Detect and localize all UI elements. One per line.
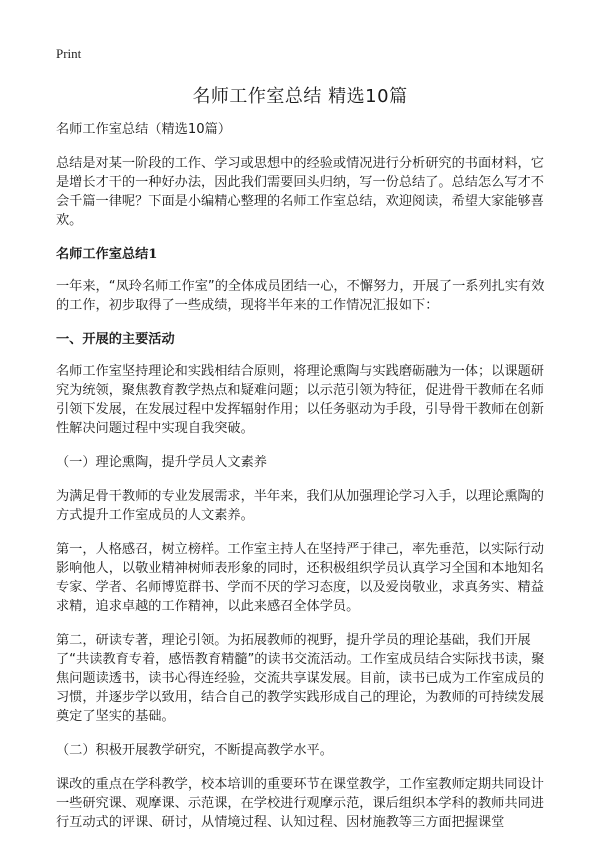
subsection-paragraph: 课改的重点在学科教学，校本培训的重要环节在课堂教学，工作室教师定期共同设计一些研究课、观摩课、示范课，在学校进行观摩示范，课后组织本学科的教师共同进行互动式的评课、研讨，从情境过程、认知过程、因材施教等三方面把握课堂	[56, 777, 544, 830]
article-subtitle: 名师工作室总结（精选10篇）	[56, 122, 232, 137]
print-link[interactable]: Print	[56, 46, 82, 61]
subsection-paragraph: 第二，研读专著，理论引领。为拓展教师的视野，提升学员的理论基础，我们开展了“共读教育专着，感悟教育精髓”的读书交流活动。工作室成员结合实际找书读，聚焦问题读透书，读书心得连经验，交流共享谋发展。目前，读书已成为工作室成员的习惯，并逐步学以致用，结合自己的教学实践形成自己的理论，为教师的可持续发展奠定了坚实的基础。	[56, 633, 545, 724]
subsection-heading: （二）积极开展教学研究，不断提高教学水平。	[56, 743, 333, 758]
section-intro-paragraph: 一年来，“凤玲名师工作室”的全体成员团结一心，不懈努力，开展了一系列扎实有效的工作，初步取得了一些成绩，现将半年来的工作情况汇报如下：	[56, 279, 545, 313]
part-paragraph: 名师工作室坚持理论和实践相结合原则，将理论熏陶与实践磨砺融为一体；以课题研究为统领，聚焦教育教学热点和疑难问题；以示范引领为特征，促进骨干教师在名师引领下发展，在发展过程中发挥辐射作用；以任务驱动为手段，引导骨干教师在创新性解决问题过程中实现自我突破。	[56, 364, 544, 436]
article-body	[56, 120, 552, 847]
subsection-heading: （一）理论熏陶，提升学员人文素养	[56, 455, 267, 470]
subsection-paragraph: 为满足骨干教师的专业发展需求，半年来，我们从加强理论学习入手，以理论熏陶的方式提升工作室成员的人文素养。	[56, 489, 544, 523]
page-title: 名师工作室总结 精选10篇	[192, 86, 408, 107]
section-heading: 名师工作室总结1	[56, 247, 158, 262]
subsection-paragraph: 第一，人格感召，树立榜样。工作室主持人在坚持严于律己，率先垂范，以实际行动影响他人，以敬业精神树师表形象的同时，还积极组织学员认真学习全国和本地知名专家、学者、名师博览群书、学而不厌的学习态度，以及爱岗敬业，求真务实、精益求精，追求卓越的工作精神，以此来感召全体学员。	[56, 542, 544, 614]
part-heading: 一、开展的主要活动	[56, 332, 175, 347]
intro-paragraph: 总结是对某一阶段的工作、学习或思想中的经验或情况进行分析研究的书面材料，它是增长才干的一种好办法，因此我们需要回头归纳，写一份总结了。总结怎么写才不会千篇一律呢？下面是小编精心整理的名师工作室总结，欢迎阅读，希望大家能够喜欢。	[56, 156, 544, 228]
